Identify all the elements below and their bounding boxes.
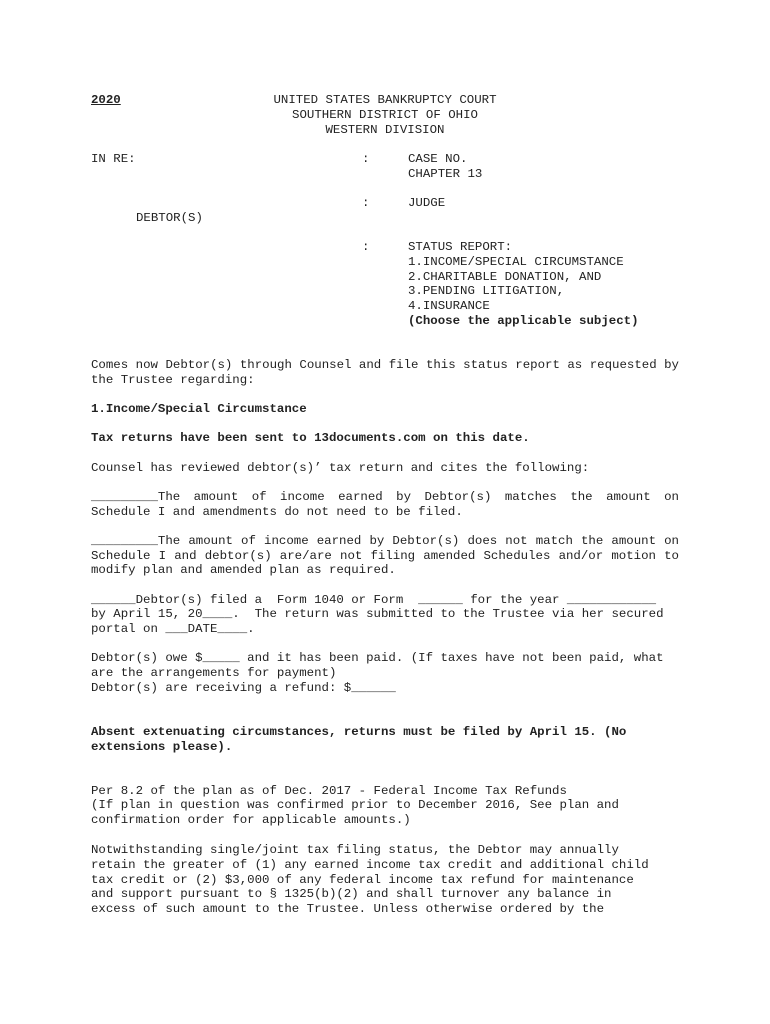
chapter-label: CHAPTER 13 xyxy=(408,167,483,181)
choose-subject-note: (Choose the applicable subject) xyxy=(408,314,639,328)
debtors-label: DEBTOR(S) xyxy=(136,211,203,225)
case-no-label: CASE NO. xyxy=(408,152,468,166)
refund-line: Debtor(s) are receiving a refund: $______ xyxy=(91,681,396,695)
court-name: UNITED STATES BANKRUPTCY COURT xyxy=(273,93,497,107)
court-division: WESTERN DIVISION xyxy=(325,123,445,137)
intro-paragraph: Comes now Debtor(s) through Counsel and file this status report as requested by the Trustee regarding: xyxy=(91,358,679,387)
filed-form-line: by April 15, 20____. The return was submitted to the Trustee via her secured xyxy=(91,607,664,621)
filing-deadline-note: Absent extenuating circumstances, returns must be filed by April 15. (No extensions please). xyxy=(91,725,627,754)
status-item: 3.PENDING LITIGATION, xyxy=(408,284,565,298)
status-item: 4.INSURANCE xyxy=(408,299,490,313)
notwithstanding-line: and support pursuant to § 1325(b)(2) and shall turnover any balance in xyxy=(91,887,612,901)
taxes-owed-line: Debtor(s) owe $_____ and it has been paid. (If taxes have not been paid, what xyxy=(91,651,664,665)
caption-colon: : xyxy=(362,240,370,254)
filed-form-line: ______Debtor(s) filed a Form 1040 or Form ______ for the year ____________ xyxy=(91,593,657,607)
status-report-label: STATUS REPORT: xyxy=(408,240,513,254)
notwithstanding-line: tax credit or (2) $3,000 of any federal income tax refund for maintenance xyxy=(91,873,634,887)
plan-reference-line: Per 8.2 of the plan as of Dec. 2017 - Federal Income Tax Refunds xyxy=(91,784,567,798)
notwithstanding-line: retain the greater of (1) any earned income tax credit and additional child xyxy=(91,858,649,872)
status-item: 1.INCOME/SPECIAL CIRCUMSTANCE xyxy=(408,255,624,269)
notwithstanding-line: excess of such amount to the Trustee. Unless otherwise ordered by the xyxy=(91,902,605,916)
tax-returns-sent-note: Tax returns have been sent to 13documents.com on this date. xyxy=(91,431,530,445)
filed-form-line: portal on ___DATE____. xyxy=(91,622,255,636)
option-income-matches: _________The amount of income earned by Debtor(s) matches the amount on Schedule I and amendments do not need to be filed. xyxy=(91,490,679,519)
plan-reference-line: confirmation order for applicable amounts.) xyxy=(91,813,411,827)
counsel-reviewed-text: Counsel has reviewed debtor(s)’ tax return and cites the following: xyxy=(91,461,590,475)
caption-colon: : xyxy=(362,152,370,166)
status-item: 2.CHARITABLE DONATION, AND xyxy=(408,270,602,284)
option-income-does-not-match: _________The amount of income earned by Debtor(s) does not match the amount on Schedule I and debtor(s) are/are not filing amended Schedules and/or motion to modify plan and amended plan as required. xyxy=(91,534,679,578)
court-district: SOUTHERN DISTRICT OF OHIO xyxy=(292,108,478,122)
document-year: 2020 xyxy=(91,93,121,107)
plan-reference-line: (If plan in question was confirmed prior to December 2016, See plan and xyxy=(91,798,619,812)
section-title: 1.Income/Special Circumstance xyxy=(91,402,307,416)
judge-label: JUDGE xyxy=(408,196,446,210)
caption-colon: : xyxy=(362,196,370,210)
in-re-label: IN RE: xyxy=(91,152,136,166)
taxes-owed-line: are the arrangements for payment) xyxy=(91,666,337,680)
notwithstanding-line: Notwithstanding single/joint tax filing status, the Debtor may annually xyxy=(91,843,619,857)
